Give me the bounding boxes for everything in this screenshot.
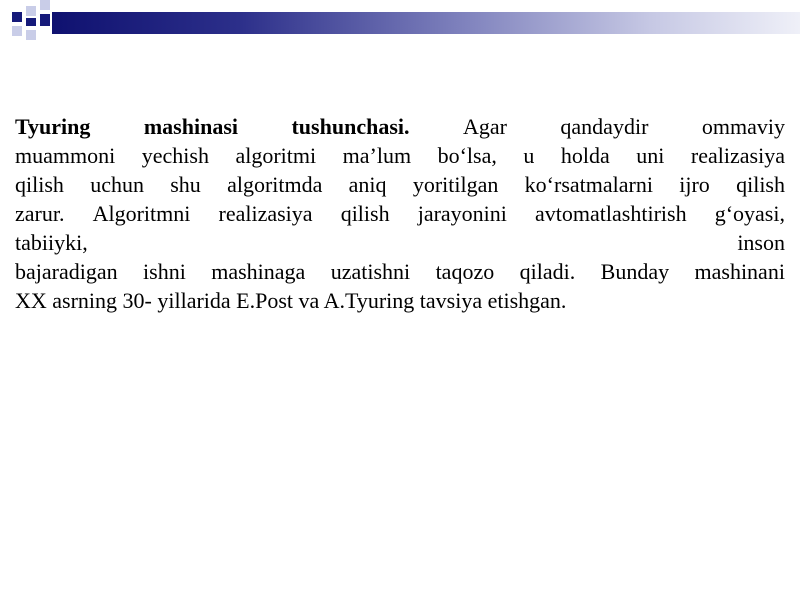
word: qilish (340, 201, 390, 226)
word: ijro (679, 172, 710, 197)
word: realizasiya (690, 143, 785, 168)
decor-square (12, 12, 22, 22)
word: yechish (141, 143, 209, 168)
word: ishni (143, 259, 186, 284)
word: holda (560, 143, 610, 168)
word: g‘oyasi, (714, 201, 785, 226)
bold-term: Tyuring (15, 114, 91, 139)
word: muammoni (15, 143, 116, 168)
word: ma’lum (342, 143, 412, 168)
paragraph-line (15, 199, 785, 228)
bold-term: mashinasi (143, 114, 239, 139)
word: algoritmda (227, 172, 323, 197)
decor-square (26, 18, 36, 26)
word: tabiiyki, (15, 230, 88, 255)
bold-term: tushunchasi. (291, 114, 410, 139)
word: bajaradigan (15, 259, 118, 284)
word: taqozo (435, 259, 495, 284)
word: qandaydir (560, 114, 649, 139)
word: jarayonini (417, 201, 507, 226)
word: bo‘lsa, (437, 143, 497, 168)
word: avtomatlashtirish (535, 201, 687, 226)
word: mashinaga (211, 259, 306, 284)
word: Agar (462, 114, 507, 139)
paragraph-line (15, 257, 785, 286)
word: ko‘rsatmalarni (524, 172, 653, 197)
word: u (523, 143, 535, 168)
decor-square (12, 26, 22, 36)
word: algoritmi (235, 143, 317, 168)
word: uni (636, 143, 665, 168)
last-line: XX asrning 30- yillarida E.Post va A.Tyuring tavsiya etishgan. (15, 288, 567, 313)
decor-square (26, 30, 36, 40)
word: ommaviy (701, 114, 785, 139)
decor-square (40, 14, 50, 26)
body-paragraph (15, 112, 785, 315)
word: shu (170, 172, 201, 197)
word: qilish (15, 172, 64, 197)
word: yoritilgan (412, 172, 499, 197)
paragraph-line (15, 170, 785, 199)
paragraph-line (15, 112, 785, 141)
header-decoration (0, 0, 800, 48)
word: Algoritmni (92, 201, 191, 226)
word: uzatishni (330, 259, 411, 284)
word: aniq (348, 172, 387, 197)
header-gradient-bar (52, 12, 800, 34)
word: qilish (736, 172, 785, 197)
word: zarur. (15, 201, 65, 226)
word: uchun (90, 172, 144, 197)
word: qiladi. (519, 259, 576, 284)
word: mashinani (694, 259, 785, 284)
decor-square (40, 0, 50, 10)
word: realizasiya (218, 201, 313, 226)
paragraph-line (15, 228, 785, 257)
word: inson (737, 230, 785, 255)
decor-square (26, 6, 36, 16)
paragraph-line (15, 286, 785, 315)
word: Bunday (600, 259, 670, 284)
paragraph-line (15, 141, 785, 170)
